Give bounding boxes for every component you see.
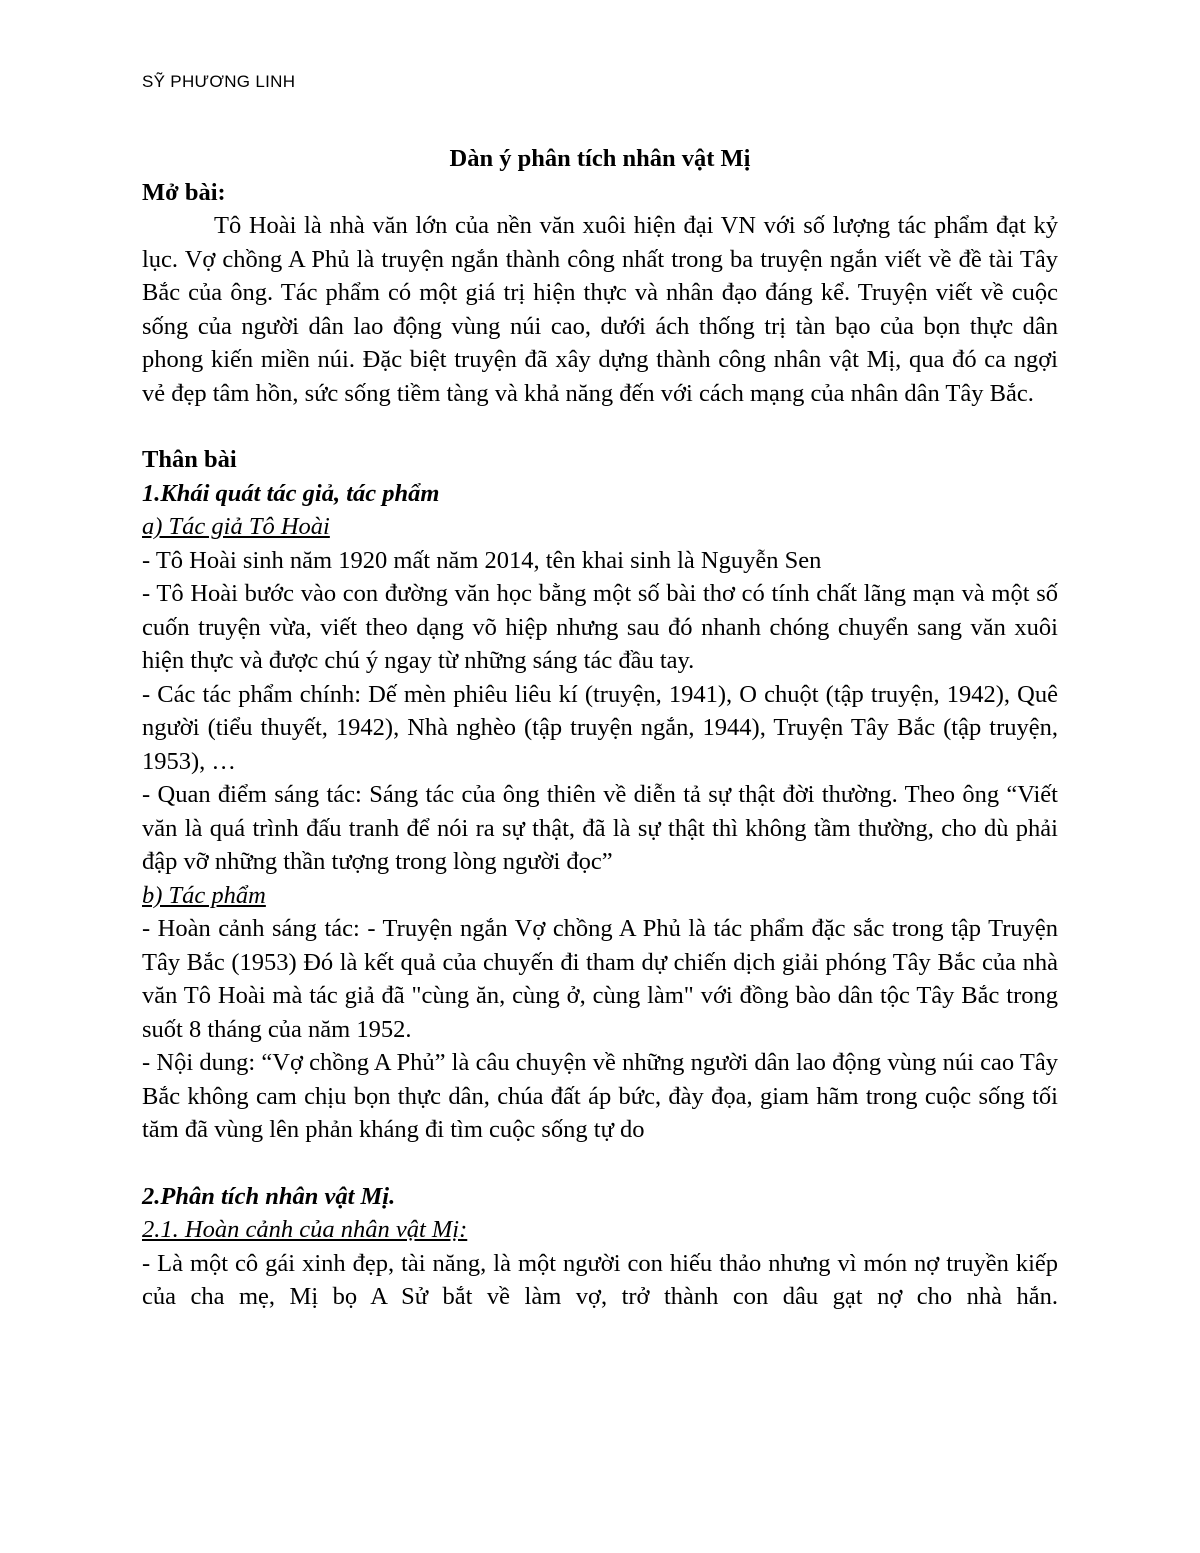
section1-heading: 1.Khái quát tác giả, tác phẩm	[142, 479, 440, 507]
document-body	[142, 142, 1058, 1314]
spacer	[142, 1147, 1058, 1180]
list-item: - Hoàn cảnh sáng tác: - Truyện ngắn Vợ chồng A Phủ là tác phẩm đặc sắc trong tập Truyện Tây Bắc (1953) Đó là kết quả của chuyến đi tham dự chiến dịch giải phóng Tây Bắc của nhà văn Tô Hoài mà tác giả đã "cùng ăn, cùng ở, cùng làm" với đồng bào dân tộc Tây Bắc trong suốt 8 tháng của năm 1952.	[142, 915, 1058, 1043]
list-item: - Nội dung: “Vợ chồng A Phủ” là câu chuyện về những người dân lao động vùng núi cao Tây Bắc không cam chịu bọn thực dân, chúa đất áp bức, đày đọa, giam hãm trong cuộc sống tối tăm đã vùng lên phản kháng đi tìm cuộc sống tự do	[142, 1049, 1058, 1143]
list-item: - Các tác phẩm chính: Dế mèn phiêu liêu kí (truyện, 1941), O chuột (tập truyện, 1942), Quê người (tiểu thuyết, 1942), Nhà nghèo (tập truyện ngắn, 1944), Truyện Tây Bắc (tập truyện, 1953), …	[142, 680, 1058, 775]
list-item: - Tô Hoài bước vào con đường văn học bằng một số bài thơ có tính chất lãng mạn và một số cuốn truyện vừa, viết theo dạng võ hiệp nhưng sau đó nhanh chóng chuyển sang văn xuôi hiện thực và được chú ý ngay từ những sáng tác đầu tay.	[142, 580, 1058, 674]
body-heading: Thân bài	[142, 446, 237, 473]
sub-b-heading: b) Tác phẩm	[142, 881, 266, 909]
sub-a-heading: a) Tác giả Tô Hoài	[142, 513, 330, 540]
list-item: - Là một cô gái xinh đẹp, tài năng, là một người con hiếu thảo nhưng vì món nợ truyền kiếp của cha mẹ, Mị bọ A Sử bắt về làm vợ, trở thành con dâu gạt nợ cho nhà hắn.	[142, 1249, 1058, 1310]
list-item: - Quan điểm sáng tác: Sáng tác của ông thiên về diễn tả sự thật đời thường. Theo ông “Viết văn là quá trình đấu tranh để nói ra sự thật, đã là sự thật thì không tầm thường, cho dù phải đập vỡ những thần tượng trong lòng người đọc”	[142, 781, 1058, 875]
intro-heading: Mở bài:	[142, 178, 226, 206]
sub-21-heading: 2.1. Hoàn cảnh của nhân vật Mị:	[142, 1216, 468, 1243]
section2-heading: 2.Phân tích nhân vật Mị.	[142, 1182, 396, 1210]
page-header-author: SỸ PHƯƠNG LINH	[142, 72, 296, 91]
list-item: - Tô Hoài sinh năm 1920 mất năm 2014, tên khai sinh là Nguyễn Sen	[142, 546, 822, 574]
intro-paragraph: Tô Hoài là nhà văn lớn của nền văn xuôi hiện đại VN với số lượng tác phẩm đạt kỷ lục. Vợ chồng A Phủ là truyện ngắn thành công nhất trong ba truyện ngắn viết về đề tài Tây Bắc của ông. Tác phẩm có một giá trị hiện thực và nhân đạo đáng kể. Truyện viết về cuộc sống của người dân lao động vùng núi cao, dưới ách thống trị tàn bạo của bọn thực dân phong kiến miền núi. Đặc biệt truyện đã xây dựng thành công nhân vật Mị, qua đó ca ngợi vẻ đẹp tâm hồn, sức sống tiềm tàng và khả năng đến với cách mạng của nhân dân Tây Bắc.	[142, 212, 1058, 407]
document-title: Dàn ý phân tích nhân vật Mị	[449, 145, 751, 172]
spacer	[142, 410, 1058, 443]
